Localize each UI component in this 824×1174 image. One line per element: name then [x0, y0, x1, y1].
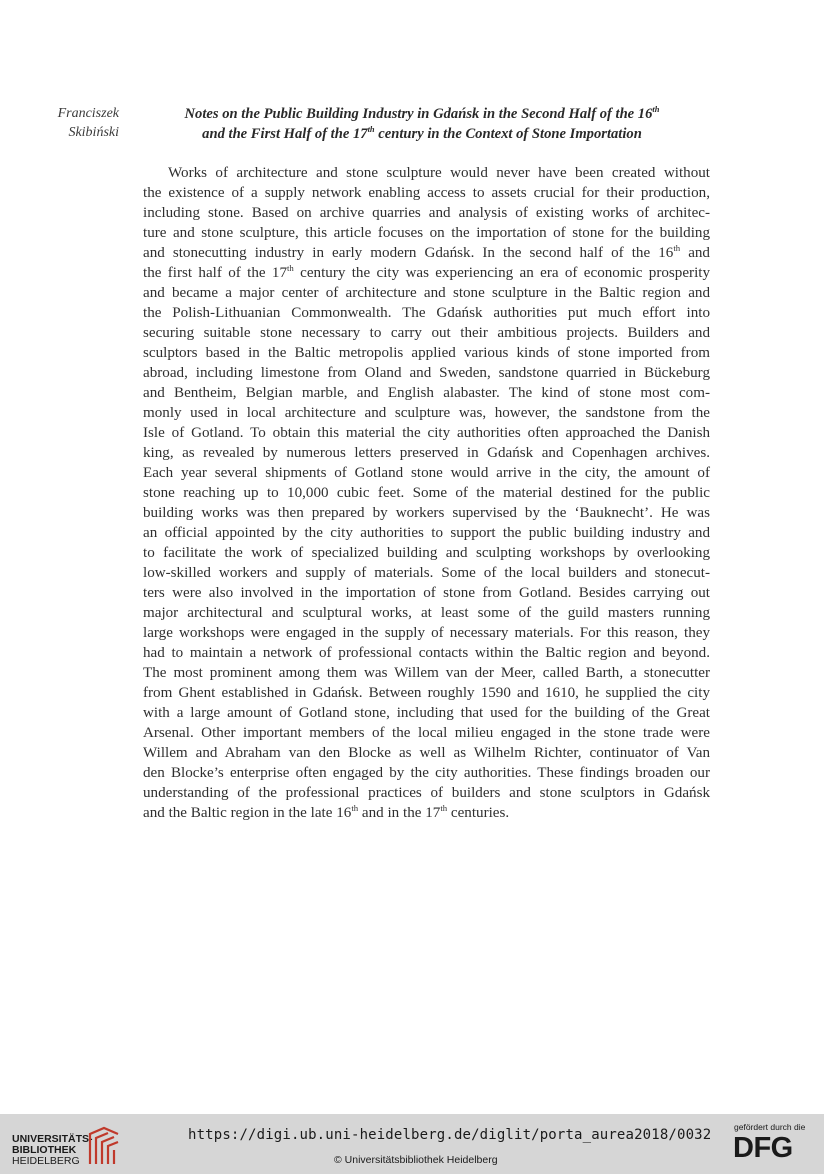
text-line: Each year several shipments of Gotland stone would arrive in the city, the amount of [143, 465, 710, 481]
text-line: ters were also involved in the importation of stone from Gotland. Besides carrying out [143, 585, 710, 601]
document-url-link[interactable]: https://digi.ub.uni-heidelberg.de/diglit/porta_aurea2018/0032 [188, 1127, 712, 1143]
text-line: and became a major center of architecture and stone sculpture in the Baltic region and [143, 285, 710, 301]
text-line: ture and stone sculpture, this article focuses on the importation of stone for the building [143, 225, 710, 241]
dfg-funding-logo[interactable] [730, 1122, 814, 1170]
author-name [20, 104, 119, 142]
text-line: den Blocke’s enterprise often engaged by the city authorities. These findings broaden our [143, 765, 710, 781]
text-line: The most prominent among them was Willem van der Meer, called Barth, a stonecutter [143, 665, 710, 681]
text-line: and stonecutting industry in early modern Gdańsk. In the second half of the 16th and [143, 242, 710, 261]
text-line: securing suitable stone necessary to carry out their ambitious projects. Builders and [143, 325, 710, 341]
footer-bar [0, 1114, 824, 1174]
copyright-notice: © Universitätsbibliothek Heidelberg [334, 1154, 498, 1166]
abstract-paragraph [143, 163, 710, 823]
text-line: and the Baltic region in the late 16th and in the 17th centuries. [143, 802, 510, 821]
text-line: had to maintain a network of professional contacts within the Baltic region and beyond. [143, 645, 710, 661]
text-line: including stone. Based on archive quarries and analysis of existing works of architec- [143, 205, 710, 221]
text-line: large workshops were engaged in the supply of necessary materials. For this reason, they [143, 625, 710, 641]
text-line: the existence of a supply network enabling access to assets crucial for their production, [143, 185, 710, 201]
text-line: to facilitate the work of specialized building and sculpting workshops by overlooking [143, 545, 710, 561]
text-line: Willem and Abraham van den Blocke as well as Wilhelm Richter, continuator of Van [143, 745, 710, 761]
dfg-logo-text: DFG [733, 1132, 793, 1164]
ub-heidelberg-logo-icon [84, 1124, 124, 1168]
text-line: building works was then prepared by workers supervised by the ‘Bauknecht’. He was [143, 505, 710, 521]
library-logo[interactable] [12, 1122, 122, 1168]
text-line: from Ghent established in Gdańsk. Between roughly 1590 and 1610, he supplied the city [143, 685, 710, 701]
funding-note: gefördert durch die [734, 1122, 806, 1132]
text-line: Isle of Gotland. To obtain this material the city authorities often approached the Danish [143, 425, 710, 441]
text-line: king, as revealed by numerous letters preserved in Gdańsk and Copenhagen archives. [143, 445, 710, 461]
text-line: and Bentheim, Belgian marble, and English alabaster. The kind of stone most com- [143, 385, 710, 401]
text-line: low-skilled workers and supply of materials. Some of the local builders and stonecut- [143, 565, 710, 581]
text-line: sculptors based in the Baltic metropolis applied various kinds of stone imported from [143, 345, 710, 361]
text-line: with a large amount of Gotland stone, including that used for the building of the Great [143, 705, 710, 721]
library-name: UNIVERSITÄTS- BIBLIOTHEK HEIDELBERG [12, 1133, 93, 1167]
text-line: major architectural and sculptural works, at least some of the guild masters running [143, 605, 710, 621]
title-line-1: Notes on the Public Building Industry in Gdańsk in the Second Half of the 16th [184, 104, 660, 122]
text-line: abroad, including limestone from Oland and Sweden, sandstone quarried in Bückeburg [143, 365, 710, 381]
text-line: the first half of the 17th century the city was experiencing an era of economic prosperity [143, 262, 710, 281]
author-last-name: Skibiński [68, 125, 119, 140]
title-line-2: and the First Half of the 17th century in the Context of Stone Importation [202, 124, 642, 142]
text-line: monly used in local architecture and sculpture was, however, the sandstone from the [143, 405, 710, 421]
text-line: Arsenal. Other important members of the local milieu engaged in the stone trade were [143, 725, 710, 741]
text-line: an official appointed by the city authorities to support the public building industry and [143, 525, 710, 541]
article-title [142, 104, 702, 144]
author-first-name: Franciszek [57, 106, 119, 121]
text-line: the Polish-Lithuanian Commonwealth. The Gdańsk authorities put much effort into [143, 305, 710, 321]
text-line: stone reaching up to 10,000 cubic feet. Some of the material destined for the public [143, 485, 710, 501]
text-line: understanding of the professional practices of builders and stone sculptors in Gdańsk [143, 785, 710, 801]
text-line: Works of architecture and stone sculpture would never have been created without [168, 165, 710, 181]
